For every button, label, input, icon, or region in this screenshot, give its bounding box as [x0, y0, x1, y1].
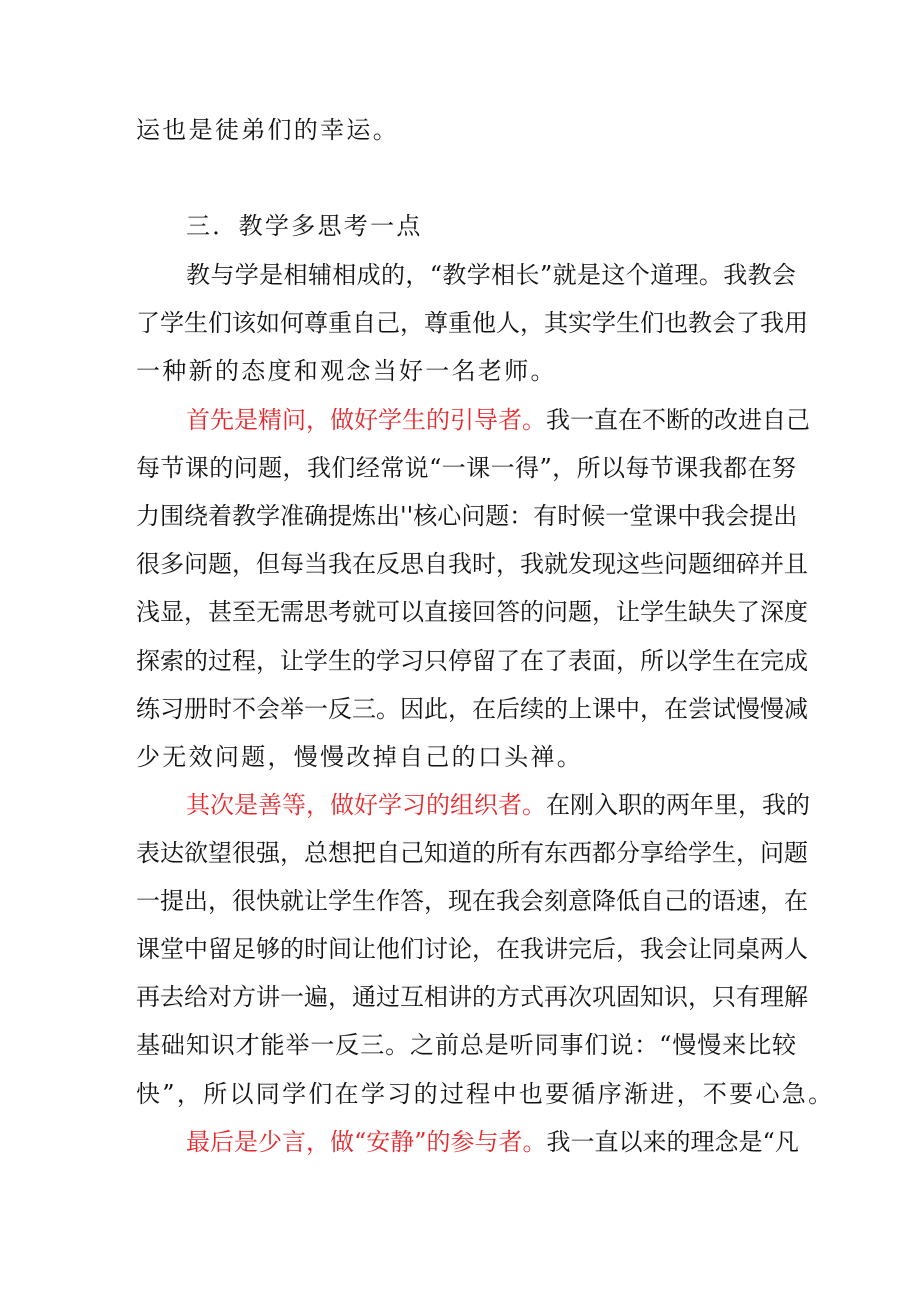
point-two-line-6: 基础知识才能举一反三。之前总是听同事们说：“慢慢来比较	[136, 1031, 796, 1059]
point-two-line-5: 再去给对方讲一遍，通过互相讲的方式再次巩固知识，只有理解	[136, 983, 808, 1011]
point-two-highlight: 其次是善等，做好学习的组织者。	[186, 791, 546, 819]
point-one-highlight: 首先是精问，做好学生的引导者。	[186, 406, 546, 434]
point-two-line-4: 课堂中留足够的时间让他们讨论，在我讲完后，我会让同桌两人	[136, 935, 808, 963]
point-three-first-line-rest: 我一直以来的理念是“凡	[546, 1128, 799, 1156]
point-two-line-3: 一提出，很快就让学生作答，现在我会刻意降低自己的语速，在	[136, 887, 808, 915]
point-one-line-3: 力围绕着教学准确提炼出''核心问题：有时候一堂课中我会提出	[136, 502, 798, 530]
point-one-line-4: 很多问题，但每当我在反思自我时，我就发现这些问题细碎并且	[136, 550, 808, 578]
intro-line-3: 一种新的态度和观念当好一名老师。	[136, 357, 557, 385]
point-three-first-line	[186, 1126, 799, 1158]
point-one-line-2: 每节课的问题，我们经常说“一课一得”，所以每节课我都在努	[136, 454, 796, 482]
point-two-first-line	[186, 789, 810, 821]
point-two-line-7: 快”，所以同学们在学习的过程中也要循序渐进，不要心急。	[136, 1080, 835, 1108]
point-one-line-8: 少无效问题，慢慢改掉自己的口头禅。	[136, 743, 584, 771]
intro-line-2: 了学生们该如何尊重自己，尊重他人，其实学生们也教会了我用	[136, 309, 808, 337]
point-one-line-7: 练习册时不会举一反三。因此，在后续的上课中，在尝试慢慢减	[136, 695, 808, 723]
point-one-line-5: 浅显，甚至无需思考就可以直接回答的问题，让学生缺失了深度	[136, 598, 808, 626]
section-heading: 三．教学多思考一点	[186, 212, 423, 240]
point-two-line-2: 表达欲望很强，总想把自己知道的所有东西都分享给学生，问题	[136, 839, 808, 867]
point-one-first-line-rest: 我一直在不断的改进自己	[546, 406, 810, 434]
point-one-line-6: 探索的过程，让学生的学习只停留了在了表面，所以学生在完成	[136, 647, 808, 675]
continuation-line: 运也是徒弟们的幸运。	[136, 116, 399, 144]
point-one-first-line	[186, 404, 810, 436]
point-two-first-line-rest: 在刚入职的两年里，我的	[546, 791, 810, 819]
point-three-highlight: 最后是少言，做“安静”的参与者。	[186, 1128, 547, 1156]
intro-line-1: 教与学是相辅相成的，“教学相长”就是这个道理。我教会	[186, 261, 796, 289]
